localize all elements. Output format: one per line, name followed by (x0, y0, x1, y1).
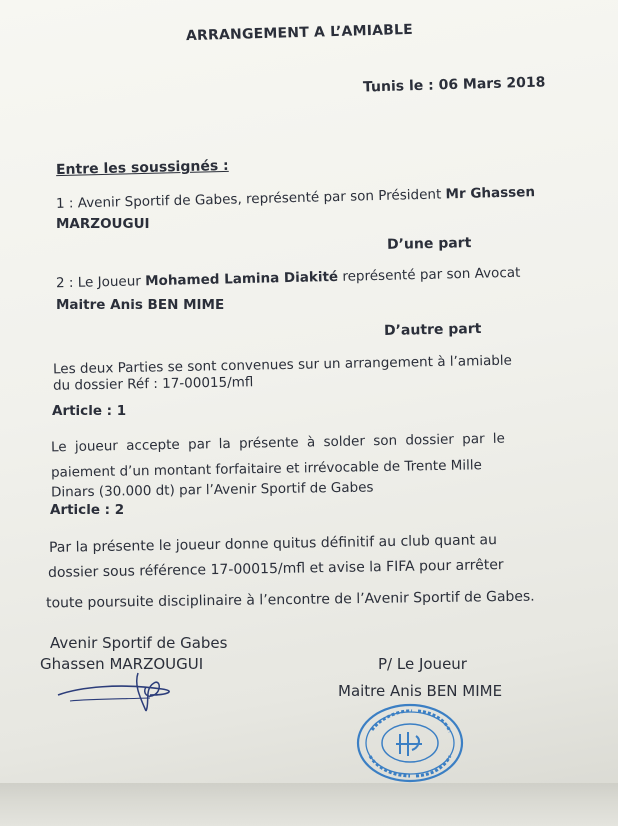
article2-line-1: Par la présente le joueur donne quitus définitif au club quant au (48, 532, 498, 556)
article2-line-3: toute poursuite disciplinaire à l’encontre de l’Avenir Sportif de Gabes. (45, 588, 535, 612)
handwritten-signature (50, 665, 190, 720)
signature-right-name: Maitre Anis BEN MIME (338, 682, 503, 700)
party2-player: Mohamed Lamina Diakité (144, 268, 339, 290)
official-stamp (352, 700, 468, 786)
signature-left-org: Avenir Sportif de Gabes (50, 634, 228, 652)
party2-line (56, 265, 521, 292)
document-title: ARRANGEMENT A L’AMIABLE (185, 21, 414, 45)
party2-lawyer: Maitre Anis BEN MIME (56, 297, 225, 313)
party1-prefix: 1 : Avenir Sportif de Gabes, représenté par son Président (55, 186, 446, 212)
intro-line-1: Les deux Parties se sont convenues sur un arrangement à l’amiable (52, 352, 513, 378)
parties-heading: Entre les soussignés : (55, 157, 229, 179)
paper-edge-shadow (0, 783, 618, 826)
party2-middle: représenté par son Avocat (337, 264, 521, 285)
party1-name-cont: MARZOUGUI (56, 216, 150, 232)
date-line: Tunis le : 06 Mars 2018 (362, 74, 546, 96)
signature-left-name: Ghassen MARZOUGUI (40, 655, 204, 673)
party1-name: Mr Ghassen (445, 184, 536, 203)
party2-side: D’autre part (383, 320, 482, 340)
article2-line-2: dossier sous référence 17-00015/mfl et avise la FIFA pour arrêter (47, 557, 504, 581)
article1-line-1: Le joueur accepte par la présente à solder son dossier par le (50, 430, 506, 456)
signature-right-role: P/ Le Joueur (378, 655, 467, 673)
intro-line-2: du dossier Réf : 17-00015/mfl (52, 374, 254, 394)
party1-side: D’une part (386, 235, 472, 253)
article1-line-2: paiement d’un montant forfaitaire et irrévocable de Trente Mille (50, 457, 483, 481)
article1-line-3: Dinars (30.000 dt) par l’Avenir Sportif de Gabes (50, 479, 374, 501)
party1-line (56, 184, 535, 212)
article1-label: Article : 1 (52, 403, 127, 419)
article2-label: Article : 2 (50, 502, 125, 518)
party2-prefix: 2 : Le Joueur (55, 273, 146, 292)
